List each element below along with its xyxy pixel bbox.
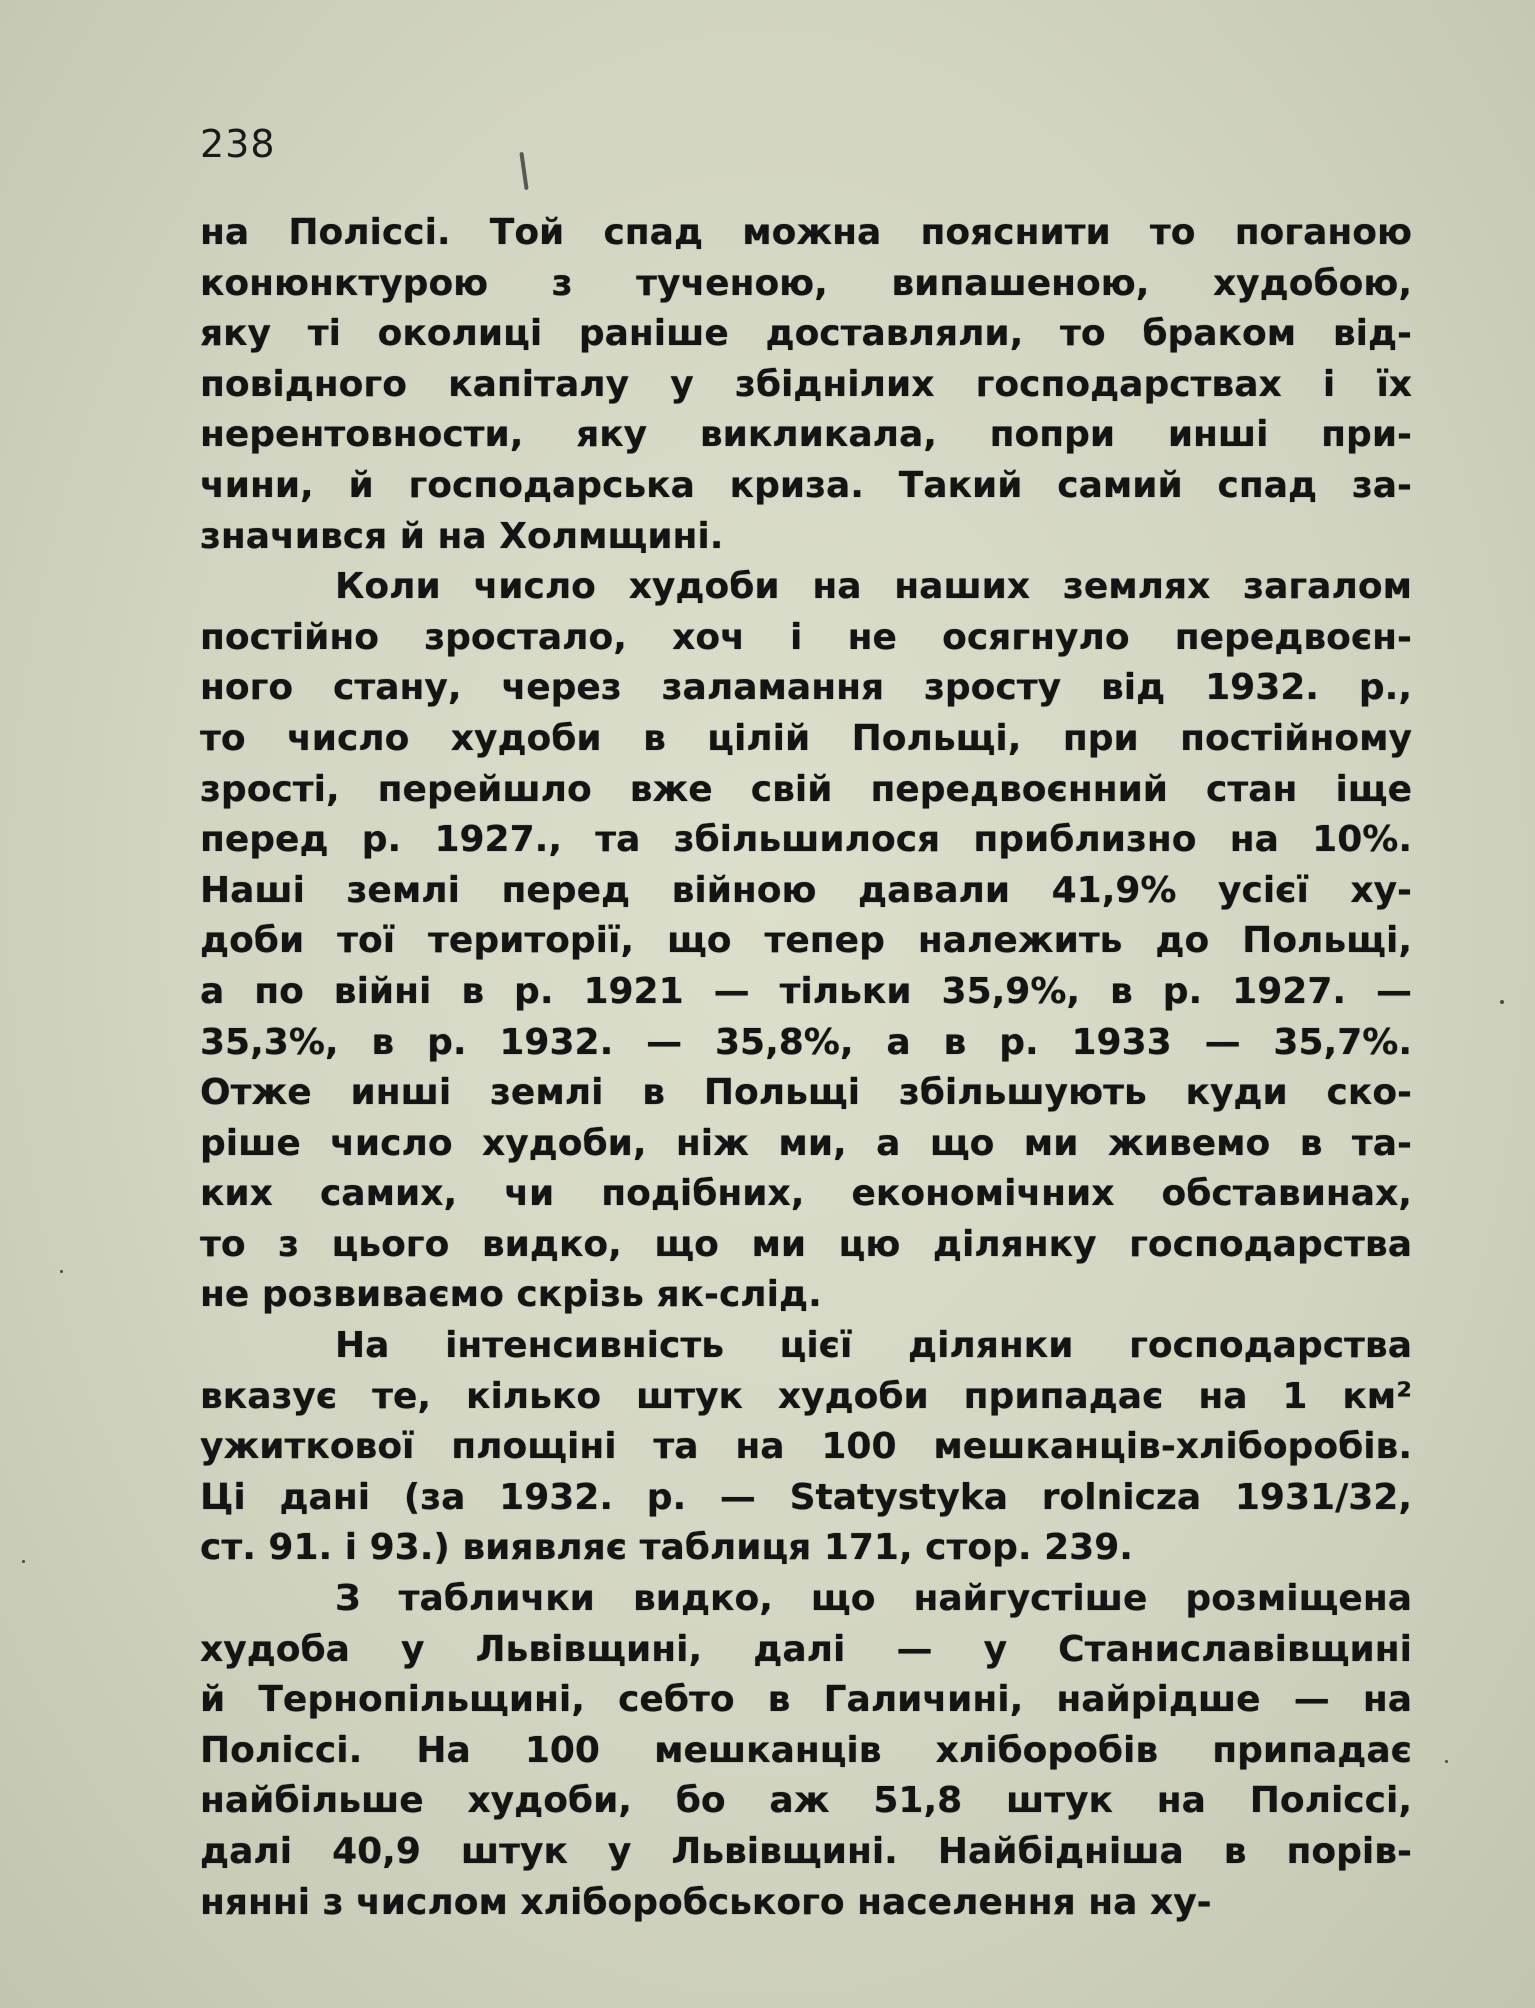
page-number: 238: [200, 122, 276, 166]
text-line: ріше число худоби, ніж ми, а що ми живемо в та-: [200, 1122, 1412, 1164]
text-line: повідного капіталу у збіднілих господарствах і їх: [200, 363, 1412, 405]
paper-speck: [1500, 1000, 1504, 1004]
text-line: нерентовности, яку викликала, попри инші при-: [200, 414, 1412, 456]
text-line: на Поліссі. Той спад можна пояснити то поганою: [200, 212, 1412, 253]
text-line: ужиткової площіні та на 100 мешканців-хліборобів.: [200, 1426, 1412, 1468]
text-line: а по війні в р. 1921 — тільки 35,9%, в р. 1927. —: [200, 970, 1412, 1012]
paragraph: [200, 208, 1412, 562]
text-line: далі 40,9 штук у Львівщині. Найбідніша в порів-: [200, 1831, 1412, 1872]
text-line: перед р. 1927., та збільшилося приблизно на 10%.: [200, 819, 1412, 861]
text-line: Поліссі. На 100 мешканців хліборобів припадає: [200, 1729, 1412, 1771]
text-line: Отже инші землі в Польщі збільшують куди ско-: [200, 1072, 1412, 1114]
text-line: не розвиваємо скрізь як-слід.: [200, 1274, 822, 1316]
paper-speck: [60, 1270, 63, 1273]
text-line: чини, й господарська криза. Такий самий спад за-: [200, 464, 1412, 506]
text-line: нянні з числом хліборобського населення на ху-: [200, 1881, 1212, 1923]
paper-speck: [1445, 1760, 1448, 1763]
paragraph: [200, 1321, 1412, 1574]
text-line: постійно зростало, хоч і не осягнуло передвоєн-: [200, 616, 1412, 658]
text-line: конюнктурою з тученою, випашеною, худобою,: [200, 262, 1412, 304]
text-line: значився й на Холмщині.: [200, 515, 724, 557]
text-line: ст. 91. і 93.) виявляє таблиця 171, стор. 239.: [200, 1527, 1133, 1569]
paragraph: [200, 1574, 1412, 1928]
text-line: яку ті околиці раніше доставляли, то браком від-: [200, 313, 1412, 355]
pencil-mark: [519, 152, 528, 190]
text-line: найбільше худоби, бо аж 51,8 штук на Поліссі,: [200, 1780, 1412, 1822]
text-line: 35,3%, в р. 1932. — 35,8%, а в р. 1933 — 35,7%.: [200, 1021, 1412, 1063]
text-line: вказує те, кілько штук худоби припадає на 1 км²: [200, 1375, 1412, 1417]
text-line: ного стану, через заламання зросту від 1932. р.,: [200, 667, 1412, 709]
text-line: Коли число худоби на наших землях загалом: [335, 566, 1412, 608]
text-line: З таблички видко, що найгустіше розміщена: [335, 1578, 1412, 1620]
text-line: то з цього видко, що ми цю ділянку господарства: [200, 1223, 1412, 1265]
text-line: й Тернопільщині, себто в Галичині, найрідше — на: [200, 1679, 1412, 1721]
text-line: то число худоби в цілій Польщі, при постійному: [200, 717, 1412, 759]
text-line: Ці дані (за 1932. р. — Statystyka rolnicza 1931/32,: [200, 1476, 1412, 1518]
text-line: зрості, перейшло вже свій передвоєнний стан іще: [200, 768, 1412, 810]
text-line: Наші землі перед війною давали 41,9% усієї ху-: [200, 869, 1412, 911]
paper-speck: [22, 1560, 25, 1563]
text-line: ких самих, чи подібних, економічних обставинах,: [200, 1173, 1412, 1215]
text-line: доби тої території, що тепер належить до Польщі,: [200, 920, 1412, 962]
paragraph: [200, 562, 1412, 1321]
body-text: [200, 208, 1412, 1928]
text-line: На інтенсивність цієї ділянки господарства: [335, 1325, 1412, 1367]
text-line: худоба у Львівщині, далі — у Станиславівщині: [200, 1628, 1412, 1670]
